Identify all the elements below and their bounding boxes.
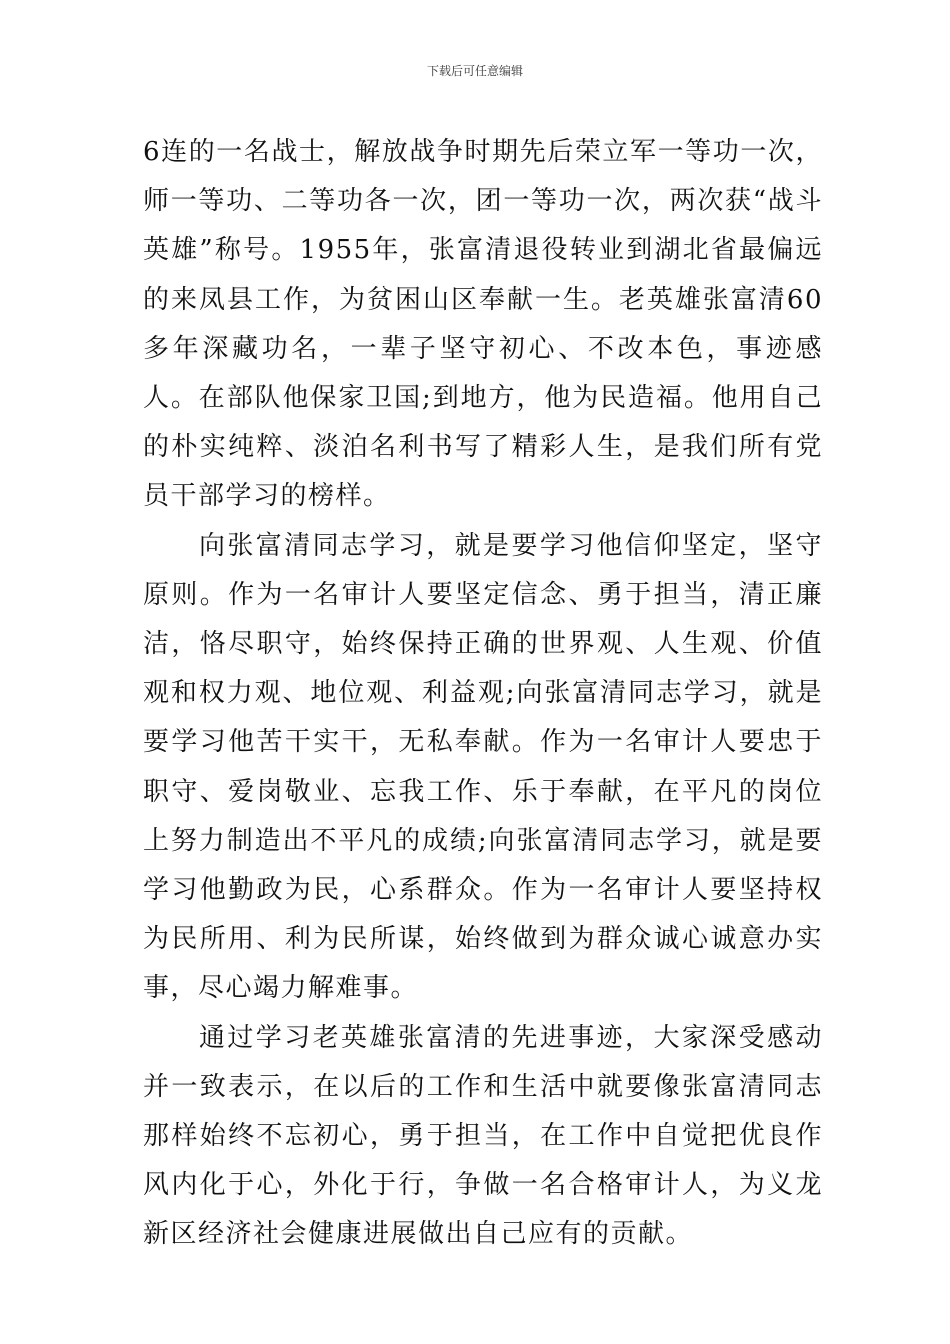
page-header: 下载后可任意编辑 [426, 64, 523, 78]
document-body [143, 128, 823, 1260]
paragraph-learning-principles: 向张富清同志学习，就是要学习他信仰坚定，坚守原则。作为一名审计人要坚定信念、勇于担当，清正廉洁，恪尽职守，始终保持正确的世界观、人生观、价值观和权力观、地位观、利益观;向张富清同志学习，就是要学习他苦干实干，无私奉献。作为一名审计人要忠于职守、爱岗敬业、忘我工作、乐于奉献，在平凡的岗位上努力制造出不平凡的成绩;向张富清同志学习，就是要学习他勤政为民，心系群众。作为一名审计人要坚持权为民所用、利为民所谋，始终做到为群众诚心诚意办实事，尽心竭力解难事。 [143, 530, 823, 1004]
paragraph-continuation: 6连的一名战士，解放战争时期先后荣立军一等功一次，师一等功、二等功各一次，团一等功一次，两次获“战斗英雄”称号。1955年，张富清退役转业到湖北省最偏远的来凤县工作，为贫困山区奉献一生。老英雄张富清60多年深藏功名，一辈子坚守初心、不改本色，事迹感人。在部队他保家卫国;到地方，他为民造福。他用自己的朴实纯粹、淡泊名利书写了精彩人生，是我们所有党员干部学习的榜样。 [143, 137, 823, 512]
paragraph-conclusion: 通过学习老英雄张富清的先进事迹，大家深受感动并一致表示，在以后的工作和生活中就要像张富清同志那样始终不忘初心，勇于担当，在工作中自觉把优良作风内化于心，外化于行，争做一名合格审计人，为义龙新区经济社会健康进展做出自己应有的贡献。 [143, 1022, 823, 1250]
